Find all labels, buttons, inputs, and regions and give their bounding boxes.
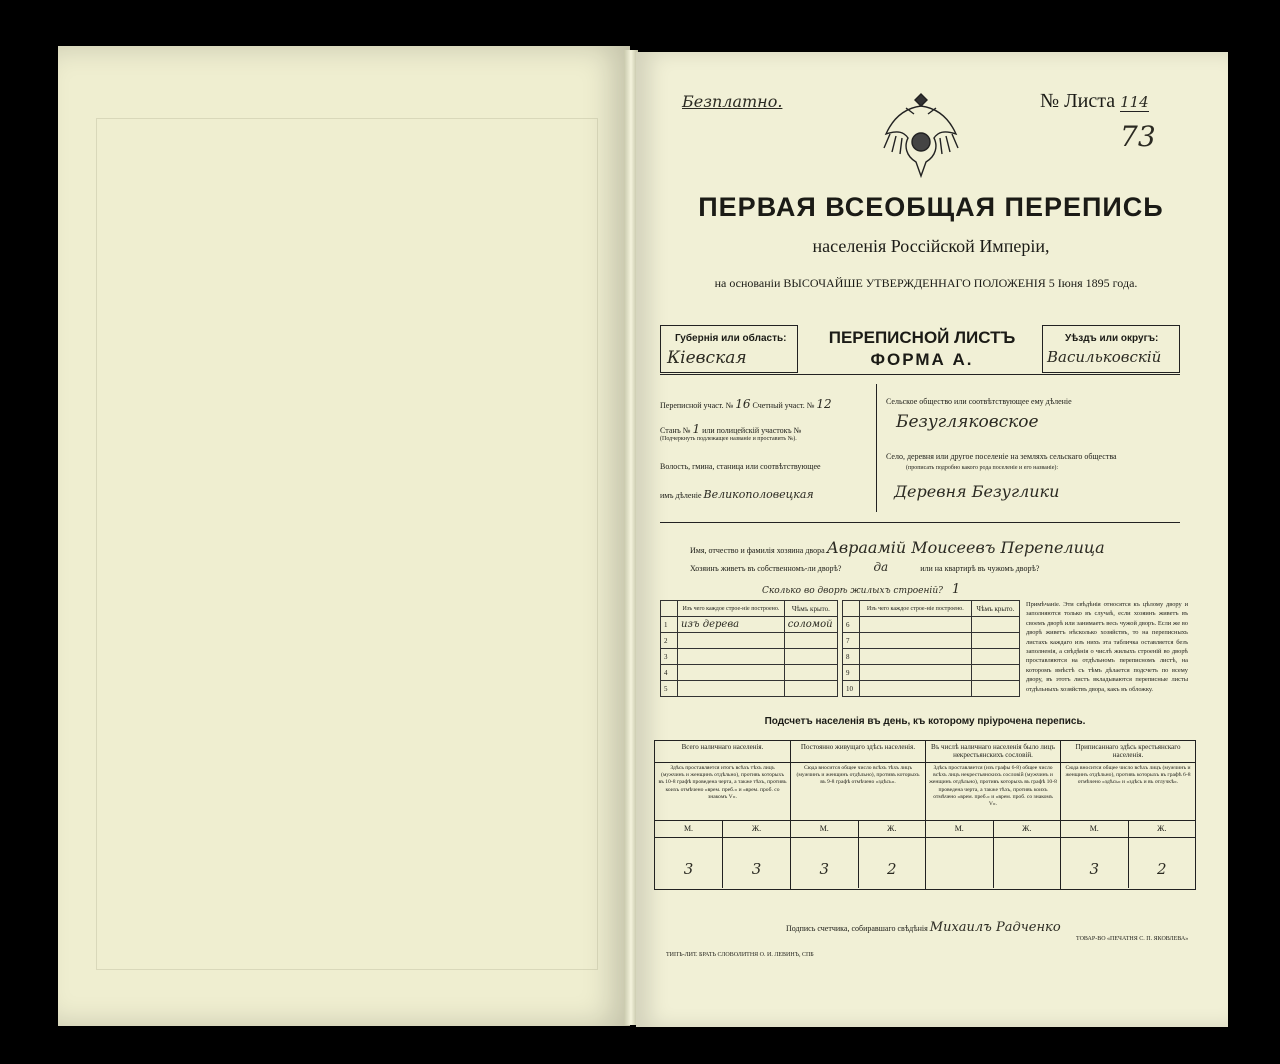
page-subtitle: населенія Россійской Имперіи, [812,236,1050,256]
residence-row [690,560,1039,574]
building-number: 8 [843,649,860,665]
building-row [843,633,1020,649]
population-description: Здѣсь проставляется итогъ всѣхъ тѣхъ лицъ (мужчинъ и женщинъ отдѣльно), противъ которыхъ въ 10-8 графѣ проведена черта, а также тѣхъ, противъ коихъ отмѣчено «врем. преб.» и «врем. проб. со знакомъ V». [655,763,790,821]
sex-header-row [926,821,1060,838]
building-number: 7 [843,633,860,649]
col-roof: Чѣмъ крыто. [784,601,837,617]
building-roof [784,649,837,665]
count-row [1061,838,1195,888]
col-material-2: Изъ чего каждое строе-ніе построено. [860,601,972,617]
building-number: 3 [661,649,678,665]
buildings-row [762,582,960,597]
building-number: 1 [661,617,678,633]
building-row [843,649,1020,665]
building-material [860,665,972,681]
building-material: изъ дерева [678,617,785,633]
building-roof [784,633,837,649]
society-value: Безугляковское [896,412,1039,432]
owner-row [690,538,1105,557]
building-row [661,633,838,649]
province-label: Губернія или область: [675,333,787,344]
count-row [926,838,1060,888]
population-column [1060,741,1195,889]
volost-row [660,488,814,501]
building-row [843,617,1020,633]
block-divider [876,384,877,512]
male-count [926,838,993,888]
population-header: Всего наличнаго населенія. [655,741,790,763]
own-yard-label: Хозяинъ живетъ въ собственномъ-ли дворѣ? [690,564,842,573]
sex-header-row [791,821,925,838]
archive-number: 73 [1120,120,1156,153]
male-header: М. [1089,824,1099,833]
building-row [661,649,838,665]
rent-label: или на квартирѣ въ чужомъ дворѣ? [920,564,1040,573]
building-material [678,633,785,649]
census-area-value: 16 [735,397,751,411]
male-header: М. [683,824,694,833]
building-roof [971,681,1019,697]
col-roof-2: Чѣмъ крыто. [971,601,1019,617]
police-label: или полицейскій участокъ № [702,426,802,435]
female-header: Ж. [1128,821,1196,837]
female-count: 3 [722,838,790,888]
population-column [925,741,1060,889]
population-header: Въ числѣ наличнаго населенія было лицъ некрестьянскихъ сословій. [926,741,1060,763]
stan-value: 1 [692,422,701,436]
building-roof [971,665,1019,681]
building-number: 10 [843,681,860,697]
female-header: Ж. [722,821,790,837]
female-count: 2 [1128,838,1196,888]
building-row [661,681,838,697]
block-rule [660,522,1180,523]
building-material [860,617,972,633]
building-material [678,681,785,697]
district-box [1042,325,1180,373]
province-value: Кіевская [667,348,747,368]
page-title: ПЕРВАЯ ВСЕОБЩАЯ ПЕРЕПИСЬ [698,192,1164,222]
signature-value: Михаилъ Радченко [929,920,1061,935]
printer-left: ТИПЪ-ЛИТ. БРАТЬ СЛОВОЛИТНЯ О. И. ЛЕВИНЪ, СПБ [666,952,814,958]
building-number: 4 [661,665,678,681]
building-row [843,665,1020,681]
population-header: Приписаннаго здѣсь крестьянскаго населенія. [1061,741,1195,763]
province-box [660,325,798,373]
census-area-label: Переписной участ. № [660,401,734,410]
buildings-label: Сколько во дворѣ жилыхъ строеній? [762,586,943,596]
header-rule [660,374,1180,375]
census-form-page [636,52,1228,1027]
sex-header-row [1061,821,1195,838]
male-count: 3 [1089,860,1100,878]
imperial-eagle-icon [876,86,966,186]
buildings-table-right [842,600,1020,697]
building-number: 5 [661,681,678,697]
owner-name-label: Имя, отчество и фамилія хозяина двора [690,546,825,555]
building-material [678,665,785,681]
col-material: Изъ чего каждое строе-ніе построено. [678,601,785,617]
village-label: Село, деревня или другое поселеніе на земляхъ сельскаго общества [886,452,1117,461]
female-count [993,838,1061,888]
building-material [860,681,972,697]
legal-basis: на основаніи ВЫСОЧАЙШЕ УТВЕРЖДЕННАГО ПОЛОЖЕНІЯ 5 Іюня 1895 года. [714,276,1138,290]
building-roof [784,681,837,697]
census-area-row [660,397,832,411]
form-label: ФОРМА А. [870,350,974,369]
left-page [58,46,630,1026]
printer-right: ТОВАР-ВО «ПЕЧАТНЯ С. П. ЯКОВЛЕВА» [1076,936,1189,942]
population-header: Постоянно живущаго здѣсь населенія. [791,741,925,763]
volost-label-2: имъ дѣленіе [660,491,702,500]
owner-name-value: Авраамій Моисеевъ Перепелица [826,538,1105,557]
building-material [678,649,785,665]
free-label: Безплатно. [682,92,783,111]
building-roof [971,617,1019,633]
buildings-table-left [660,600,838,697]
sheet-number-label: № Листа [1040,90,1116,112]
male-header: М. [819,824,829,833]
signature-label: Подпись счетчика, собиравшаго свѣдѣнія [786,924,928,933]
stan-label: Станъ № [660,426,691,435]
female-count: 2 [858,838,926,888]
district-value: Васильковскій [1047,348,1162,366]
female-header: Ж. [858,821,926,837]
sheet-number-value: 114 [1120,93,1149,111]
buildings-value: 1 [951,582,961,597]
building-number: 6 [843,617,860,633]
population-description: Сюда вносится общее число всѣхъ тѣхъ лицъ (мужчинъ и женщинъ отдѣльно), противъ которыхъ въ 9-8 графѣ отмѣчено «здѣсь». [791,763,925,821]
building-row [843,681,1020,697]
building-number: 2 [661,633,678,649]
population-description: Сюда вносится общее число всѣхъ лицъ (мужчинъ и женщинъ отдѣльно), противъ которыхъ въ графѣ 6-8 отмѣчено «здѣсь» и «здѣсь и въ отлучкѣ». [1061,763,1195,821]
building-number: 9 [843,665,860,681]
male-count: 3 [683,860,694,878]
building-roof: соломой [784,617,837,633]
sheet-title: ПЕРЕПИСНОЙ ЛИСТЪ [828,328,1016,347]
male-count: 3 [819,860,830,878]
building-row [661,617,838,633]
count-area-value: 12 [816,397,832,411]
count-row [655,838,790,888]
count-area-label: Счетный участ. № [752,401,815,410]
footnote: Примѣчаніе. Эти свѣдѣнія относятся къ цѣлому двору и заполняются только въ случаѣ, если хозяинъ живетъ въ своемъ дворѣ или занимаетъ весь чужой дворъ. Если же во дворѣ живетъ нѣсколько хозяйствъ, то на переписныхъ листахъ каждаго изъ нихъ эта табличка оставляется безъ заполненія, а свѣдѣнія о числѣ жилыхъ строеній во дворѣ проставляются на отдѣльномъ переписномъ листѣ, на которомъ вмѣстѣ съ тѣмъ дѣлается подсчетъ по всему двору, въ этотъ листъ вкладываются переписные листы отдѣльныхъ хозяйствъ двора, какъ въ обложку. [1026,601,1188,693]
population-column [790,741,925,889]
stan-row [660,422,801,436]
village-value: Деревня Безуглики [894,482,1060,501]
building-material [860,649,972,665]
building-row [661,665,838,681]
female-header: Ж. [993,821,1061,837]
male-header: М. [954,824,964,833]
signature-row [786,920,1061,935]
sheet-number [1040,90,1149,113]
own-yard-value: да [873,560,889,574]
sex-header-row [655,821,790,838]
bleed-through-ruling [96,118,598,970]
building-roof [784,665,837,681]
underline-note: (Подчеркнуть подлежащее названіе и проставить №). [660,436,797,442]
district-label: Уѣздъ или округъ: [1065,333,1159,344]
building-roof [971,649,1019,665]
society-label: Сельское общество или соотвѣтствующее ему дѣленіе [886,397,1072,406]
volost-value: Великополовецкая [703,488,814,501]
building-material [860,633,972,649]
population-description: Здѣсь проставляется (изъ графы 6-8) общее число всѣхъ лицъ некрестьянскихъ сословій (мужчинъ и женщинъ отдѣльно), противъ которыхъ въ графѣ 10-8 проведена черта, а также тѣхъ, противъ коихъ отмѣчено «врем. преб.» и «врем. проб. со знакомъ V». [926,763,1060,821]
population-table [654,740,1196,890]
population-title: Подсчетъ населенія въ день, къ которому пріурочена перепись. [764,716,1086,727]
count-row [791,838,925,888]
building-roof [971,633,1019,649]
village-note: (прописать подробно какого рода поселеніе и его названіе): [906,465,1059,471]
population-column [655,741,790,889]
volost-label: Волость, гмина, станица или соотвѣтствующее [660,462,821,471]
